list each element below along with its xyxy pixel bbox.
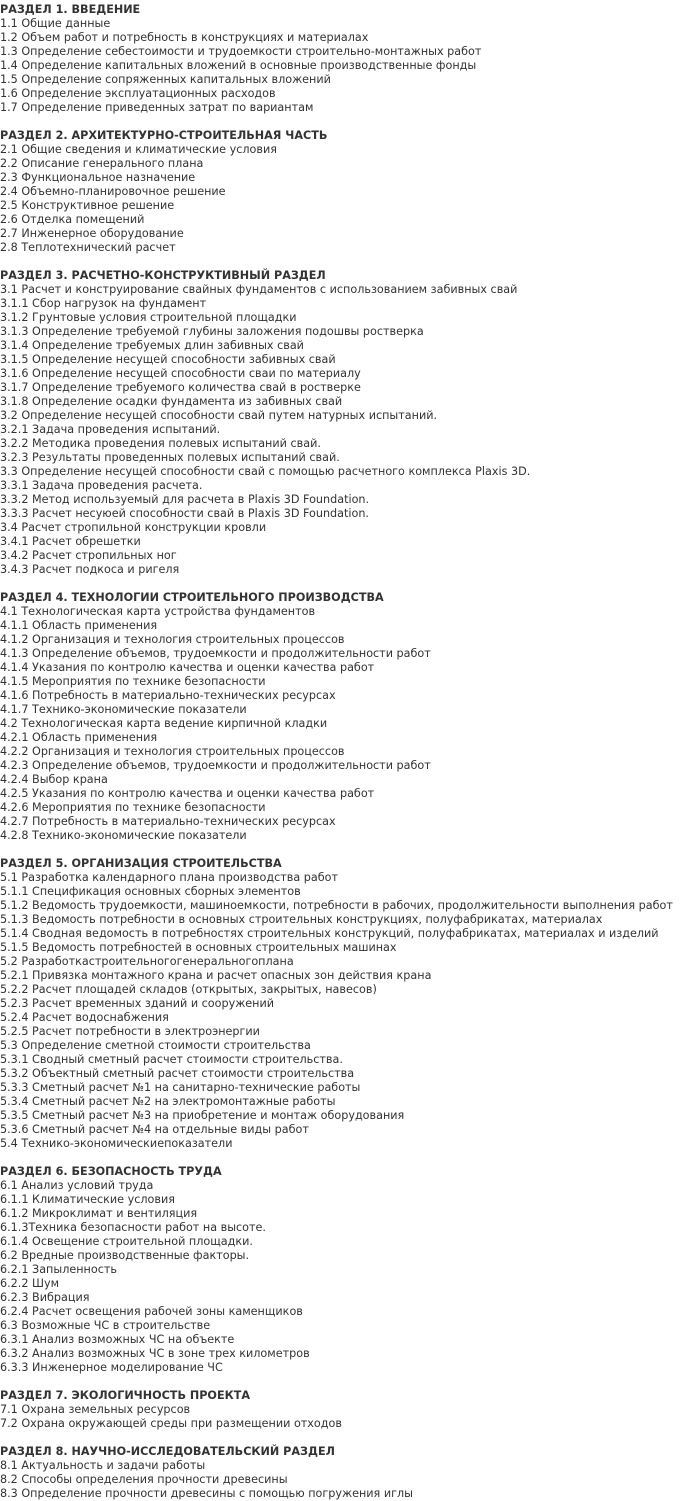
toc-item: 5.2.5 Расчет потребности в электроэнергии: [0, 1025, 260, 1038]
toc-item: 6.3.2 Анализ возможных ЧС в зоне трех километров: [0, 1347, 310, 1360]
toc-item: 4.2.4 Выбор крана: [0, 773, 108, 786]
toc-item: 6.2.2 Шум: [0, 1277, 60, 1290]
toc-section: [0, 1389, 700, 1431]
toc-section: [0, 591, 700, 843]
toc-section: [0, 857, 700, 1151]
toc-item: 4.1.5 Мероприятия по технике безопасности: [0, 675, 266, 688]
toc-item: 5.3.6 Сметный расчет №4 на отдельные виды работ: [0, 1123, 309, 1136]
toc-item: 6.3.1 Анализ возможных ЧС на объекте: [0, 1333, 235, 1346]
toc-item: 7.2 Охрана окружающей среды при размещении отходов: [0, 1417, 342, 1430]
toc-item: 6.1.3Техника безопасности работ на высоте.: [0, 1221, 266, 1234]
toc-item: 4.1.2 Организация и технология строительных процессов: [0, 633, 345, 646]
toc-item: 7.1 Охрана земельных ресурсов: [0, 1403, 191, 1416]
toc-item: 2.8 Теплотехнический расчет: [0, 241, 176, 254]
toc-item: 2.3 Функциональное назначение: [0, 171, 196, 184]
toc-item: 2.6 Отделка помещений: [0, 213, 145, 226]
toc-item: 6.2.1 Запыленность: [0, 1263, 117, 1276]
toc-item: 3.1.5 Определение несущей способности забивных свай: [0, 353, 336, 366]
toc-item: 4.2.2 Организация и технология строительных процессов: [0, 745, 345, 758]
toc-item: 2.7 Инженерное оборудование: [0, 227, 184, 240]
section-heading: РАЗДЕЛ 4. ТЕХНОЛОГИИ СТРОИТЕЛЬНОГО ПРОИЗВОДСТВА: [0, 591, 384, 604]
toc-item: 5.1.2 Ведомость трудоемкости, машиноемкости, потребности в рабочих, продолжительности выполнения работ: [0, 899, 673, 912]
toc-item: 5.1 Разработка календарного плана производства работ: [0, 871, 338, 884]
toc-item: 5.1.1 Спецификация основных сборных элементов: [0, 885, 301, 898]
toc-item: 3.1.7 Определение требуемого количества свай в ростверке: [0, 381, 361, 394]
toc-item: 2.4 Объемно-планировочное решение: [0, 185, 226, 198]
toc-item: 6.1.2 Микроклимат и вентиляция: [0, 1207, 198, 1220]
toc-section: [0, 269, 700, 577]
toc-section: [0, 1165, 700, 1375]
toc-item: 5.1.5 Ведомость потребностей в основных строительных машинах: [0, 941, 397, 954]
toc-item: 4.1.3 Определение объемов, трудоемкости и продолжительности работ: [0, 647, 431, 660]
section-heading: РАЗДЕЛ 1. ВВЕДЕНИЕ: [0, 3, 141, 16]
toc-item: 3.1.1 Сбор нагрузок на фундамент: [0, 297, 207, 310]
toc-item: 4.1.4 Указания по контролю качества и оценки качества работ: [0, 661, 375, 674]
toc-item: 2.2 Описание генерального плана: [0, 157, 204, 170]
toc-item: 5.2.3 Расчет временных зданий и сооружений: [0, 997, 275, 1010]
toc-item: 4.2.3 Определение объемов, трудоемкости и продолжительности работ: [0, 759, 431, 772]
toc-item: 6.2 Вредные производственные факторы.: [0, 1249, 250, 1262]
toc-item: 3.2.3 Результаты проведенных полевых испытаний свай.: [0, 451, 340, 464]
toc-item: 1.4 Определение капитальных вложений в основные производственные фонды: [0, 59, 477, 72]
toc-item: 3.3.3 Расчет несуюей способности свай в Plaxis 3D Foundation.: [0, 507, 369, 520]
toc-item: 1.7 Определение приведенных затрат по вариантам: [0, 101, 314, 114]
toc-item: 3.4.2 Расчет стропильных ног: [0, 549, 177, 562]
toc-item: 4.1.6 Потребность в материально-технических ресурсах: [0, 689, 336, 702]
toc-item: 6.2.3 Вибрация: [0, 1291, 90, 1304]
toc-item: 3.1.2 Грунтовые условия строительной площадки: [0, 311, 297, 324]
toc-item: 5.4 Технико-экономическиепоказатели: [0, 1137, 233, 1150]
toc-item: 6.3 Возможные ЧС в строительстве: [0, 1319, 211, 1332]
toc-item: 5.3 Определение сметной стоимости строительства: [0, 1039, 311, 1052]
toc-item: 6.2.4 Расчет освещения рабочей зоны каменщиков: [0, 1305, 303, 1318]
section-heading: РАЗДЕЛ 3. РАСЧЕТНО-КОНСТРУКТИВНЫЙ РАЗДЕЛ: [0, 269, 326, 282]
toc-item: 2.5 Конструктивное решение: [0, 199, 175, 212]
toc-item: 4.2.5 Указания по контролю качества и оценки качества работ: [0, 787, 375, 800]
toc-item: 3.3.2 Метод используемый для расчета в Plaxis 3D Foundation.: [0, 493, 370, 506]
toc-item: 5.2.1 Привязка монтажного крана и расчет опасных зон действия крана: [0, 969, 432, 982]
toc-item: 5.3.1 Сводный сметный расчет стоимости строительства.: [0, 1053, 343, 1066]
toc-item: 3.1.8 Определение осадки фундамента из забивных свай: [0, 395, 343, 408]
toc-item: 5.3.3 Сметный расчет №1 на санитарно-технические работы: [0, 1081, 361, 1094]
toc-item: 3.3.1 Задача проведения расчета.: [0, 479, 203, 492]
toc-item: 3.2.1 Задача проведения испытаний.: [0, 423, 221, 436]
toc-item: 1.5 Определение сопряженных капитальных вложений: [0, 73, 331, 86]
toc-item: 1.6 Определение эксплуатационных расходов: [0, 87, 276, 100]
toc-item: 2.1 Общие сведения и климатические условия: [0, 143, 277, 156]
toc-item: 4.1.7 Технико-экономические показатели: [0, 703, 247, 716]
toc-section: [0, 3, 700, 115]
toc-item: 4.2.7 Потребность в материально-технических ресурсах: [0, 815, 336, 828]
toc-item: 4.2.6 Мероприятия по технике безопасности: [0, 801, 266, 814]
toc-item: 5.3.2 Объектный сметный расчет стоимости строительства: [0, 1067, 355, 1080]
toc-item: 5.1.4 Сводная ведомость в потребностях строительных конструкций, полуфабрикатах, материалах и изделий: [0, 927, 659, 940]
toc-item: 5.2 Разработкастроительногогенеральногоплана: [0, 955, 294, 968]
toc-item: 3.3 Определение несущей способности свай с помощью расчетного комплекса Plaxis 3D.: [0, 465, 531, 478]
toc-item: 3.1.6 Определение несущей способности сваи по материалу: [0, 367, 361, 380]
toc-item: 8.2 Способы определения прочности древесины: [0, 1473, 288, 1486]
section-heading: РАЗДЕЛ 7. ЭКОЛОГИЧНОСТЬ ПРОЕКТА: [0, 1389, 251, 1402]
toc-item: 4.1.1 Область применения: [0, 619, 158, 632]
toc-item: 4.2.8 Технико-экономические показатели: [0, 829, 247, 842]
toc-item: 3.4 Расчет стропильной конструкции кровли: [0, 521, 267, 534]
toc-item: 8.3 Определение прочности древесины с помощью погружения иглы: [0, 1487, 413, 1500]
toc-item: 3.4.1 Расчет обрешетки: [0, 535, 141, 548]
section-heading: РАЗДЕЛ 6. БЕЗОПАСНОСТЬ ТРУДА: [0, 1165, 222, 1178]
toc-item: 6.1 Анализ условий труда: [0, 1179, 154, 1192]
toc-item: 1.1 Общие данные: [0, 17, 111, 30]
section-heading: РАЗДЕЛ 5. ОРГАНИЗАЦИЯ СТРОИТЕЛЬСТВА: [0, 857, 282, 870]
toc-item: 3.1.3 Определение требуемой глубины заложения подошвы ростверка: [0, 325, 424, 338]
toc-item: 1.2 Объем работ и потребность в конструкциях и материалах: [0, 31, 369, 44]
toc-item: 8.1 Актуальность и задачи работы: [0, 1459, 206, 1472]
toc-section: [0, 1445, 700, 1501]
toc-item: 6.1.4 Освещение строительной площадки.: [0, 1235, 253, 1248]
toc-item: 4.1 Технологическая карта устройства фундаментов: [0, 605, 316, 618]
toc-item: 3.1 Расчет и конструирование свайных фундаментов с использованием забивных свай: [0, 283, 518, 296]
toc-item: 4.2 Технологическая карта ведение кирпичной кладки: [0, 717, 328, 730]
section-heading: РАЗДЕЛ 8. НАУЧНО-ИССЛЕДОВАТЕЛЬСКИЙ РАЗДЕЛ: [0, 1445, 335, 1458]
toc-item: 5.2.4 Расчет водоснабжения: [0, 1011, 169, 1024]
toc-item: 6.3.3 Инженерное моделирование ЧС: [0, 1361, 223, 1374]
toc-item: 3.2 Определение несущей способности свай путем натурных испытаний.: [0, 409, 438, 422]
toc-item: 5.3.5 Сметный расчет №3 на приобретение и монтаж оборудования: [0, 1109, 405, 1122]
toc-item: 5.2.2 Расчет площадей складов (открытых, закрытых, навесов): [0, 983, 377, 996]
section-heading: РАЗДЕЛ 2. АРХИТЕКТУРНО-СТРОИТЕЛЬНАЯ ЧАСТЬ: [0, 129, 328, 142]
toc-section: [0, 129, 700, 255]
toc-item: 4.2.1 Область применения: [0, 731, 158, 744]
toc-item: 6.1.1 Климатические условия: [0, 1193, 175, 1206]
toc-item: 3.1.4 Определение требуемых длин забивных свай: [0, 339, 304, 352]
toc-item: 3.2.2 Методика проведения полевых испытаний свай.: [0, 437, 321, 450]
toc-item: 3.4.3 Расчет подкоса и ригеля: [0, 563, 180, 576]
toc-item: 5.1.3 Ведомость потребности в основных строительных конструкциях, полуфабрикатах, материалах: [0, 913, 603, 926]
toc-item: 1.3 Определение себестоимости и трудоемкости строительно-монтажных работ: [0, 45, 482, 58]
toc-item: 5.3.4 Сметный расчет №2 на электромонтажные работы: [0, 1095, 336, 1108]
